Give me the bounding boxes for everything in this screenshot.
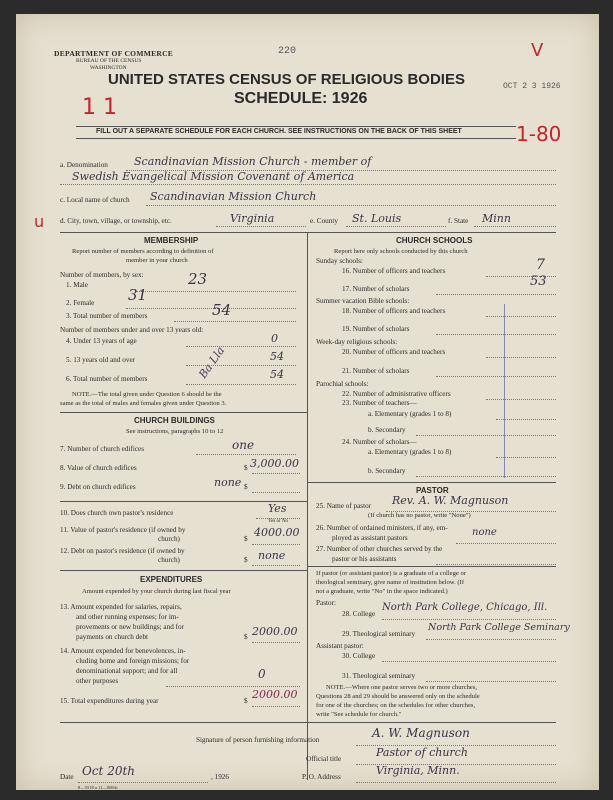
graduate-instruction-3: not a graduate, write "No" in the space indicated.) bbox=[316, 588, 448, 595]
state-value: Minn bbox=[482, 212, 511, 225]
q13-label-3: provements or new buildings; and for bbox=[76, 623, 184, 631]
membership-intro-2: member in your church bbox=[126, 257, 188, 264]
q4-label: 4. Under 13 years of age bbox=[66, 337, 137, 345]
red-check-mark: V bbox=[531, 40, 544, 61]
print-code: 8—5518 a 11—0084c bbox=[78, 785, 118, 790]
q22-label: 22. Number of administrative officers bbox=[342, 390, 451, 398]
q1-value: 23 bbox=[188, 270, 208, 288]
q10-value: Yes bbox=[268, 502, 287, 515]
q14-label-4: other purposes bbox=[76, 677, 119, 685]
q17-label: 17. Number of scholars bbox=[342, 285, 410, 293]
q13-value: 2000.00 bbox=[252, 625, 298, 638]
q19-label: 19. Number of scholars bbox=[342, 325, 410, 333]
county-label: e. County bbox=[310, 217, 338, 225]
pastor-note-2: Questions 28 and 29 should be answered only on the schedule bbox=[316, 693, 480, 700]
q2-label: 2. Female bbox=[66, 299, 95, 307]
q11-label-2: church) bbox=[158, 535, 180, 543]
q28-value: North Park College, Chicago, Ill. bbox=[382, 602, 548, 613]
q5-value: 54 bbox=[270, 350, 284, 363]
membership-note-2: same as the total of males and females given under Question 3. bbox=[60, 400, 227, 407]
q9-dollar: $ bbox=[244, 483, 248, 491]
q18-label: 18. Number of officers and teachers bbox=[342, 307, 446, 315]
instruction-banner: FILL OUT A SEPARATE SCHEDULE FOR EACH CHURCH. SEE INSTRUCTIONS ON THE BACK OF THIS SHEET bbox=[96, 128, 462, 135]
q27-label-2: pastor or his assistants bbox=[332, 555, 397, 563]
local-name-label: c. Local name of church bbox=[60, 196, 130, 204]
graduate-instruction-2: theological seminary, give name of institution below. (If bbox=[316, 579, 465, 586]
form-number: 220 bbox=[278, 46, 297, 57]
expenditures-intro: Amount expended by your church during last fiscal year bbox=[82, 588, 231, 595]
q24a-label: a. Elementary (grades 1 to 8) bbox=[368, 448, 452, 456]
q23b-label: b. Secondary bbox=[368, 426, 406, 434]
q27-label: 27. Number of other churches served by the bbox=[316, 545, 443, 553]
q13-label-4: payments on church debt bbox=[76, 633, 149, 641]
q14-label: 14. Amount expended for benevolences, in- bbox=[60, 647, 186, 655]
q13-label: 13. Amount expended for salaries, repairs, bbox=[60, 603, 182, 611]
q11-label: 11. Value of pastor's residence (if owned by bbox=[60, 526, 186, 534]
city-value: Virginia bbox=[230, 212, 275, 225]
expenditures-heading: EXPENDITURES bbox=[140, 575, 203, 584]
q29-value: North Park College Seminary bbox=[428, 622, 570, 633]
pastor-note-3: for one of the churches; on the schedules for other churches, bbox=[316, 702, 476, 709]
q6-label: 6. Total number of members bbox=[66, 375, 148, 383]
q29-label: 29. Theological seminary bbox=[342, 630, 416, 638]
q11-value: 4000.00 bbox=[254, 526, 300, 539]
schools-heading: CHURCH SCHOOLS bbox=[396, 236, 473, 245]
schedule-title: SCHEDULE: 1926 bbox=[234, 90, 368, 107]
q30-label: 30. College bbox=[342, 652, 376, 660]
q8-label: 8. Value of church edifices bbox=[60, 464, 137, 472]
q23a-label: a. Elementary (grades 1 to 8) bbox=[368, 410, 452, 418]
q3-value: 54 bbox=[212, 301, 232, 319]
q9-value: none bbox=[214, 476, 242, 489]
q10-hint: Yes or No bbox=[268, 519, 289, 524]
date-label: Date bbox=[60, 773, 74, 781]
q9-label: 9. Debt on church edifices bbox=[60, 483, 136, 491]
local-name-value: Scandinavian Mission Church bbox=[150, 190, 317, 203]
q12-dollar: $ bbox=[244, 556, 248, 564]
q5-label: 5. 13 years old and over bbox=[66, 356, 136, 364]
county-value: St. Louis bbox=[352, 212, 402, 225]
red-mark-right: 1-80 bbox=[516, 122, 562, 146]
parochial-schools-label: Parochial schools: bbox=[316, 380, 369, 388]
q6-value: 54 bbox=[270, 368, 284, 381]
city-label: d. City, town, village, or township, etc. bbox=[60, 217, 172, 225]
q15-dollar: $ bbox=[244, 697, 248, 705]
q26-label: 26. Number of ordained ministers, if any, em- bbox=[316, 524, 448, 532]
sunday-schools-label: Sunday schools: bbox=[316, 257, 363, 265]
handwritten-scribble: Ba Lla bbox=[196, 344, 228, 381]
q20-label: 20. Number of officers and teachers bbox=[342, 348, 446, 356]
q21-label: 21. Number of scholars bbox=[342, 367, 410, 375]
q12-value: none bbox=[258, 549, 286, 562]
po-address-value: Virginia, Minn. bbox=[376, 764, 460, 777]
city-label: WASHINGTON bbox=[90, 65, 127, 71]
summer-schools-label: Summer vacation Bible schools: bbox=[316, 297, 410, 305]
state-label: f. State bbox=[448, 217, 469, 225]
q23-label: 23. Number of teachers— bbox=[342, 399, 417, 407]
q26-label-2: ployed as assistant pastors bbox=[332, 534, 408, 542]
membership-heading: MEMBERSHIP bbox=[144, 236, 199, 245]
date-year: , 1926 bbox=[211, 773, 229, 781]
q2-value: 31 bbox=[128, 286, 148, 304]
q25-value: Rev. A. W. Magnuson bbox=[392, 494, 509, 507]
census-schedule-sheet bbox=[16, 14, 599, 790]
pastor-note-4: write "See schedule for church." bbox=[316, 711, 402, 718]
pastor-heading: PASTOR bbox=[416, 486, 449, 495]
q28-label: 28. College bbox=[342, 610, 376, 618]
buildings-heading: CHURCH BUILDINGS bbox=[134, 416, 215, 425]
buildings-intro: See instructions, paragraphs 10 to 12 bbox=[126, 428, 224, 435]
q16-value: 7 bbox=[536, 257, 545, 273]
signature-value: A. W. Magnuson bbox=[372, 726, 470, 740]
q4-value: 0 bbox=[271, 332, 278, 345]
q12-label-2: church) bbox=[158, 556, 180, 564]
q14-label-3: denominational support; and for all bbox=[76, 667, 178, 675]
q15-label: 15. Total expenditures during year bbox=[60, 697, 159, 705]
q8-dollar: $ bbox=[244, 464, 248, 472]
q8-value: 3,000.00 bbox=[250, 457, 299, 470]
q26-value: none bbox=[472, 527, 497, 538]
q10-label: 10. Does church own pastor's residence bbox=[60, 509, 174, 517]
q11-dollar: $ bbox=[244, 535, 248, 543]
official-title-label: Official title bbox=[306, 755, 342, 763]
q24-label: 24. Number of scholars— bbox=[342, 438, 417, 446]
bureau-label: BUREAU OF THE CENSUS bbox=[76, 58, 142, 64]
official-title-value: Pastor of church bbox=[376, 746, 468, 759]
q15-value: 2000.00 bbox=[252, 688, 298, 701]
q16-label: 16. Number of officers and teachers bbox=[342, 267, 446, 275]
received-date-stamp: OCT 2 3 1926 bbox=[503, 82, 561, 91]
graduate-instruction: If pastor (or assistant pastor) is a graduate of a college or bbox=[316, 570, 466, 577]
q1-label: 1. Male bbox=[66, 281, 88, 289]
q13-label-2: and other running expenses; for im- bbox=[76, 613, 179, 621]
form-title: UNITED STATES CENSUS OF RELIGIOUS BODIES bbox=[108, 71, 465, 88]
date-value: Oct 20th bbox=[82, 764, 136, 778]
q7-label: 7. Number of church edifices bbox=[60, 445, 145, 453]
by-sex-label: Number of members, by sex: bbox=[60, 271, 144, 279]
pastor-note: NOTE.—Where one pastor serves two or more churches, bbox=[326, 684, 478, 691]
pastor-subheading: Pastor: bbox=[316, 599, 336, 607]
assistant-pastor-subheading: Assistant pastor: bbox=[316, 642, 364, 650]
q14-value: 0 bbox=[258, 667, 266, 681]
red-mark-left: 1 1 bbox=[82, 95, 117, 120]
q7-value: one bbox=[232, 438, 255, 452]
signature-label: Signature of person furnishing information bbox=[196, 736, 320, 744]
denomination-value: Scandinavian Mission Church - member of bbox=[134, 155, 372, 168]
schools-intro: Report here only schools conducted by this church bbox=[334, 248, 468, 255]
red-mark-city: u bbox=[34, 212, 45, 231]
q17-value: 53 bbox=[530, 274, 547, 289]
q25-hint: (If church has no pastor, write "None") bbox=[368, 512, 471, 519]
weekday-schools-label: Week-day religious schools: bbox=[316, 338, 398, 346]
denomination-label: a. Denomination bbox=[60, 161, 108, 169]
q14-label-2: cluding home and foreign missions; for bbox=[76, 657, 190, 665]
membership-intro: Report number of members according to definition of bbox=[72, 248, 214, 255]
denomination-value-2: Swedish Evangelical Mission Covenant of America bbox=[72, 170, 355, 183]
q3-label: 3. Total number of members bbox=[66, 312, 148, 320]
q25-label: 25. Name of pastor bbox=[316, 502, 372, 510]
po-address-label: P. O. Address bbox=[302, 773, 341, 781]
age-intro: Number of members under and over 13 years old: bbox=[60, 326, 204, 334]
membership-note: NOTE.—The total given under Question 6 should be the bbox=[72, 391, 222, 398]
q13-dollar: $ bbox=[244, 633, 248, 641]
q12-label: 12. Debt on pastor's residence (if owned by bbox=[60, 547, 185, 555]
q31-label: 31. Theological seminary bbox=[342, 672, 416, 680]
q24b-label: b. Secondary bbox=[368, 467, 406, 475]
department-label: DEPARTMENT OF COMMERCE bbox=[54, 49, 174, 58]
